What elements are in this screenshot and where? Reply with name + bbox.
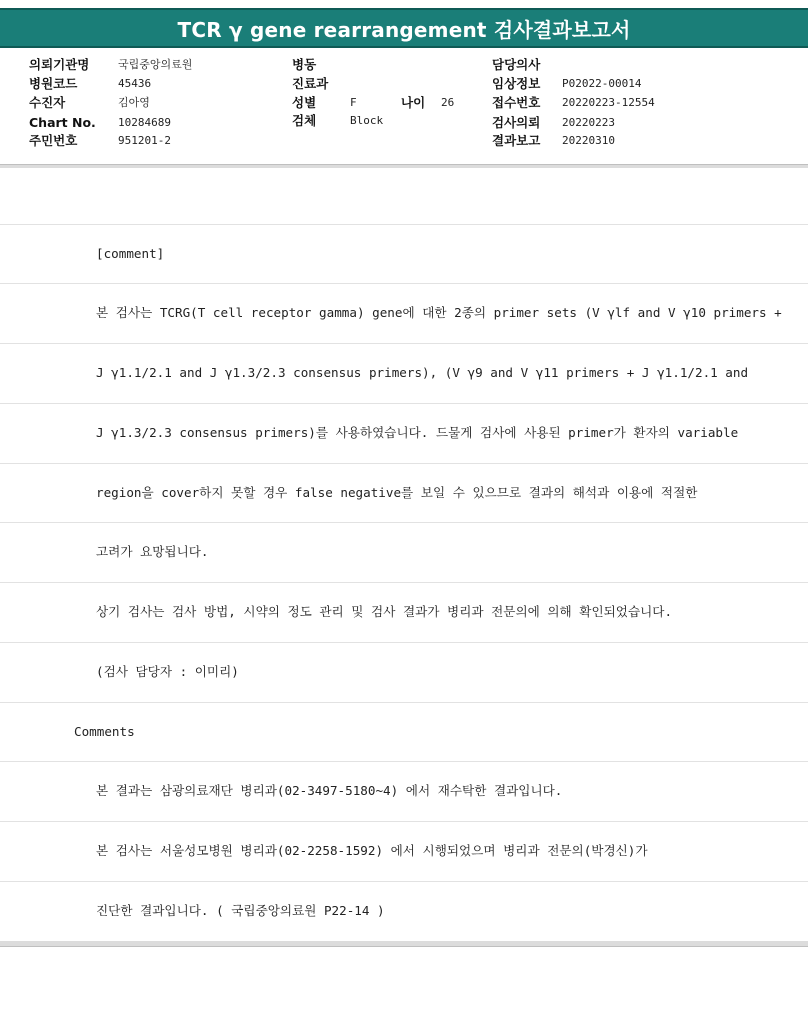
clinical-info-label: 임상정보 <box>492 76 541 91</box>
receipt-number-label: 접수번호 <box>492 95 541 110</box>
clinical-info-value: P02022-00014 <box>562 77 642 90</box>
footer-divider <box>0 941 808 947</box>
report-line: 고려가 요망됩니다. <box>96 544 209 559</box>
hospital-code-value: 45436 <box>118 77 152 90</box>
report-title-bar <box>0 8 808 48</box>
report-date-label: 결과보고 <box>492 133 541 148</box>
resident-number-label: 주민번호 <box>29 133 78 148</box>
report-line: region을 cover하지 못할 경우 false negative를 보일 수 있으므로 결과의 해석과 이용에 적절한 <box>96 485 698 500</box>
patient-name-label: 수진자 <box>29 95 66 110</box>
sex-label: 성별 <box>292 95 317 110</box>
report-line: 본 검사는 서울성모병원 병리과(02-2258-1592) 에서 시행되었으며 병리과 전문의(박경신)가 <box>96 843 648 858</box>
specimen-label: 검체 <box>292 113 317 128</box>
report-title: TCR γ gene rearrangement 검사결과보고서 <box>177 17 631 42</box>
report-line: 본 결과는 삼광의료재단 병리과(02-3497-5180~4) 에서 재수탁한 결과입니다. <box>96 783 563 798</box>
row-divider <box>0 283 808 284</box>
request-date-label: 검사의뢰 <box>492 115 541 130</box>
comments-heading: Comments <box>74 724 135 739</box>
row-divider <box>0 463 808 464</box>
report-line: 진단한 결과입니다. ( 국립중앙의료원 P22-14 ) <box>96 903 385 918</box>
report-line: (검사 담당자 : 이미리) <box>96 664 239 679</box>
chart-no-value: 10284689 <box>118 116 171 129</box>
ward-label: 병동 <box>292 57 317 72</box>
age-value: 26 <box>441 96 455 109</box>
request-date-value: 20220223 <box>562 116 615 129</box>
row-divider <box>0 881 808 882</box>
header-divider <box>0 164 808 168</box>
row-divider <box>0 821 808 822</box>
row-divider <box>0 761 808 762</box>
institution-label: 의뢰기관명 <box>29 57 90 72</box>
comment-heading: [comment] <box>96 246 165 261</box>
row-divider <box>0 642 808 643</box>
row-divider <box>0 522 808 523</box>
report-line: J γ1.3/2.3 consensus primers)를 사용하였습니다. 드물게 검사에 사용된 primer가 환자의 variable <box>96 425 739 440</box>
patient-info-panel <box>0 56 808 156</box>
physician-label: 담당의사 <box>492 57 541 72</box>
sex-value: F <box>350 96 357 109</box>
patient-name-value: 김아영 <box>118 96 150 109</box>
report-line: 본 검사는 TCRG(T cell receptor gamma) gene에 대한 2종의 primer sets (V γlf and V γ10 primers + <box>96 305 782 320</box>
department-label: 진료과 <box>292 76 329 91</box>
institution-value: 국립중앙의료원 <box>118 58 193 71</box>
receipt-number-value: 20220223-12554 <box>562 96 655 109</box>
report-line: J γ1.1/2.1 and J γ1.3/2.3 consensus primers), (V γ9 and V γ11 primers + J γ1.1/2.1 and <box>96 365 749 380</box>
row-divider <box>0 403 808 404</box>
report-date-value: 20220310 <box>562 134 615 147</box>
hospital-code-label: 병원코드 <box>29 76 78 91</box>
report-line: 상기 검사는 검사 방법, 시약의 정도 관리 및 검사 결과가 병리과 전문의에 의해 확인되었습니다. <box>96 604 673 619</box>
specimen-value: Block <box>350 114 384 127</box>
row-divider <box>0 702 808 703</box>
row-divider <box>0 582 808 583</box>
row-divider <box>0 343 808 344</box>
resident-number-value: 951201-2 <box>118 134 171 147</box>
age-label: 나이 <box>401 95 426 110</box>
row-divider <box>0 224 808 225</box>
chart-no-label: Chart No. <box>29 115 96 130</box>
